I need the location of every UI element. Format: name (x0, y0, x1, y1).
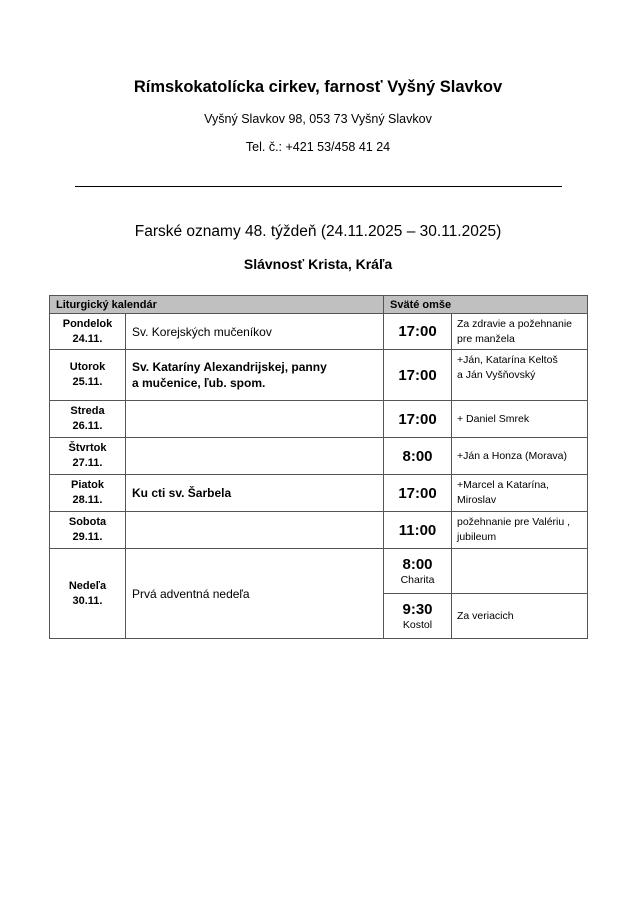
mass-time: 17:00 (384, 350, 452, 401)
day-cell (50, 438, 126, 475)
table-row (50, 549, 588, 594)
day-cell (50, 401, 126, 438)
celebration-cell: Ku cti sv. Šarbela (126, 475, 384, 512)
mass-time: 8:00 (384, 438, 452, 475)
table-row (50, 438, 588, 475)
mass-intention (452, 475, 588, 512)
mass-time (384, 594, 452, 639)
mass-intention (452, 549, 588, 594)
mass-intention (452, 314, 588, 350)
day-cell (50, 512, 126, 549)
celebration-cell: Prvá adventná nedeľa (126, 549, 384, 639)
mass-time: 11:00 (384, 512, 452, 549)
day-cell (50, 475, 126, 512)
parish-address: Vyšný Slavkov 98, 053 73 Vyšný Slavkov (204, 112, 432, 126)
mass-time: 17:00 (384, 401, 452, 438)
intention-line: +Ján, Katarína Keltoš (457, 354, 558, 366)
celebration-cell (126, 350, 384, 401)
table-row (50, 350, 588, 401)
table-header-row (50, 296, 588, 314)
week-heading: Farské oznamy 48. týždeň (24.11.2025 – 30.11.2025) (134, 223, 502, 240)
mass-time (384, 549, 452, 594)
day-cell (50, 314, 126, 350)
day-name: Pondelok (62, 317, 113, 330)
intention-line: požehnanie pre Valériu , (457, 516, 571, 528)
day-name: Nedeľa (68, 579, 107, 592)
intention-line: Za zdravie a požehnanie (457, 318, 572, 330)
mass-place: Kostol (402, 618, 433, 631)
mass-intention (452, 350, 588, 401)
table-row (50, 512, 588, 549)
celebration-cell: Sv. Korejských mučeníkov (126, 314, 384, 350)
celebration-cell (126, 438, 384, 475)
mass-intention: Za veriacich (452, 594, 588, 639)
header-liturgical-calendar: Liturgický kalendár (50, 296, 384, 314)
day-cell (50, 549, 126, 639)
day-date: 29.11. (72, 531, 103, 543)
mass-intention: +Ján a Honza (Morava) (452, 438, 588, 475)
day-date: 27.11. (72, 457, 103, 469)
mass-intention: + Daniel Smrek (452, 401, 588, 438)
table-row (50, 401, 588, 438)
day-name: Piatok (70, 479, 104, 491)
intention-line: Miroslav (457, 494, 497, 506)
day-date: 30.11. (72, 594, 103, 607)
mass-time-value: 9:30 (402, 600, 433, 618)
celebration-cell (126, 401, 384, 438)
day-name: Utorok (69, 361, 106, 373)
day-date: 28.11. (72, 494, 103, 506)
feast-heading: Slávnosť Krista, Kráľa (243, 256, 393, 272)
intention-line: a Ján Vyšňovský (457, 369, 536, 381)
mass-time: 17:00 (384, 475, 452, 512)
day-date: 24.11. (72, 332, 103, 345)
parish-title: Rímskokatolícka cirkev, farnosť Vyšný Slavkov (133, 78, 503, 96)
celebration-cell (126, 512, 384, 549)
celebration-line: a mučenice, ľub. spom. (132, 376, 266, 390)
day-name: Sobota (68, 516, 107, 528)
header-holy-masses: Sväté omše (384, 296, 588, 314)
intention-line: jubileum (457, 531, 497, 543)
day-name: Streda (70, 405, 105, 417)
day-date: 25.11. (72, 376, 103, 388)
mass-schedule-table (49, 295, 588, 639)
intention-line: pre manžela (457, 333, 515, 345)
table-row (50, 314, 588, 350)
day-name: Štvrtok (68, 442, 107, 454)
header-divider (75, 186, 562, 187)
table-row (50, 475, 588, 512)
day-date: 26.11. (72, 420, 103, 432)
mass-time-value: 8:00 (402, 555, 433, 573)
day-cell (50, 350, 126, 401)
mass-time: 17:00 (384, 314, 452, 350)
intention-line: +Marcel a Katarína, (457, 479, 549, 491)
mass-intention (452, 512, 588, 549)
mass-place: Charita (400, 573, 435, 586)
parish-phone: Tel. č.: +421 53/458 41 24 (245, 140, 391, 154)
celebration-line: Sv. Kataríny Alexandrijskej, panny (132, 360, 327, 374)
